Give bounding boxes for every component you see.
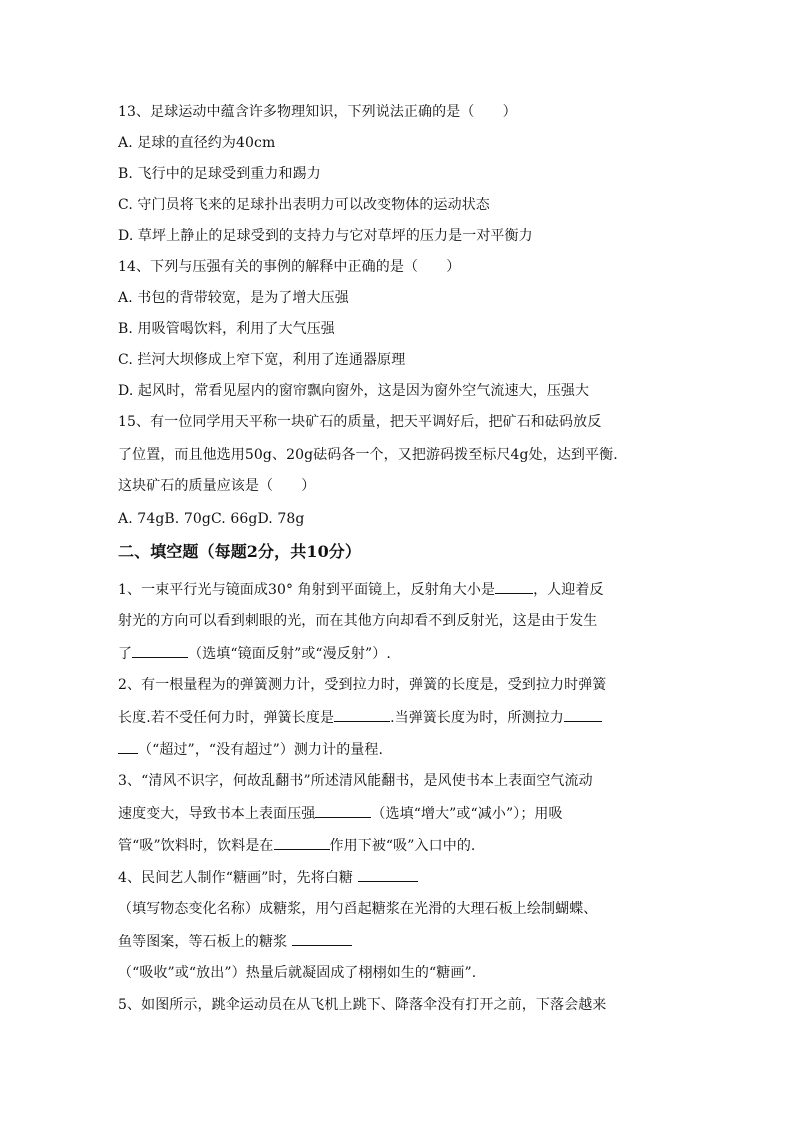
f1-text-3a: 了 <box>118 646 133 662</box>
f4-line-4: （“吸收”或“放出”）热量后就凝固成了栩栩如生的“糖画”. <box>118 965 477 981</box>
q13-option-c: C. 守门员将飞来的足球扑出表明力可以改变物体的运动状态 <box>118 197 490 213</box>
f1-text-3b: （选填“镜面反射”或“漫反射”）. <box>188 646 391 662</box>
f5-line-1: 5、如图所示，跳伞运动员在从飞机上跳下、降落伞没有打开之前，下落会越来 <box>118 997 607 1013</box>
f3-line-3 <box>118 835 680 856</box>
section-title: 二、填空题（每题2分，共10分） <box>118 542 361 561</box>
f1-line-1 <box>118 579 680 600</box>
q14-option-b: B. 用吸管喝饮料，利用了大气压强 <box>118 321 335 337</box>
q15-line-2: 了位置，而且他选用50g、20g砝码各一个，又把游码拨至标尺4g处，达到平衡. <box>118 447 618 463</box>
q15-line-3: 这块矿石的质量应该是（ ） <box>118 478 316 494</box>
f2-text-2a: 长度.若不受任何力时，弹簧长度是 <box>118 710 335 726</box>
f2-line-3 <box>118 739 680 760</box>
f1-line-2: 射光的方向可以看到刺眼的光，而在其他方向却看不到反射光，这是由于发生 <box>118 613 598 629</box>
f4-blank-1[interactable] <box>358 867 418 882</box>
q14-option-c: C. 拦河大坝修成上窄下宽，利用了连通器原理 <box>118 352 406 368</box>
f1-blank-1[interactable] <box>495 579 533 594</box>
f2-line-2 <box>118 707 680 728</box>
q13-option-d: D. 草坪上静止的足球受到的支持力与它对草坪的压力是一对平衡力 <box>118 228 533 244</box>
f1-text-1b: ，人迎着反 <box>533 582 604 598</box>
f2-blank-1[interactable] <box>334 707 390 722</box>
f2-text-3b: （“超过”，“没有超过”）测力计的量程. <box>138 742 384 758</box>
f3-text-2b: （选填“增大”或“减小”）；用吸 <box>371 806 563 822</box>
f3-blank-1[interactable] <box>315 803 371 818</box>
f3-line-1: 3、“清风不识字，何故乱翻书”所述清风能翻书，是风使书本上表面空气流动 <box>118 773 593 789</box>
q15-options: A. 74gB. 70gC. 66gD. 78g <box>118 511 305 527</box>
f2-blank-2a[interactable] <box>564 707 602 722</box>
f3-blank-2[interactable] <box>274 835 330 850</box>
f2-line-1: 2、有一根量程为的弹簧测力计，受到拉力时，弹簧的长度是，受到拉力时弹簧 <box>118 677 607 693</box>
q13-option-b: B. 飞行中的足球受到重力和踢力 <box>118 166 321 182</box>
f1-text-1a: 1、一束平行光与镜面成30° 角射到平面镜上，反射角大小是 <box>118 582 496 598</box>
f4-text-1a: 4、民间艺人制作“糖画”时，先将白糖 <box>118 870 358 886</box>
q13-option-a: A. 足球的直径约为40cm <box>118 135 276 151</box>
f2-blank-2b[interactable] <box>118 739 138 754</box>
f4-line-2: （填写物态变化名称）成糖浆，用勺舀起糖浆在光滑的大理石板上绘制蝴蝶、 <box>118 901 598 917</box>
f2-text-2b: .当弹簧长度为时，所测拉力 <box>390 710 564 726</box>
q14-option-a: A. 书包的背带较宽，是为了增大压强 <box>118 290 349 306</box>
q15-line-1: 15、有一位同学用天平称一块矿石的质量，把天平调好后，把矿石和砝码放反 <box>118 414 602 430</box>
q13-stem: 13、足球运动中蕴含许多物理知识，下列说法正确的是（ ） <box>118 104 517 120</box>
f3-text-3b: 作用下被“吸”入口中的. <box>329 838 476 854</box>
f4-text-3a: 鱼等图案，等石板上的糖浆 <box>118 934 292 950</box>
f4-blank-2[interactable] <box>292 931 352 946</box>
f3-text-3a: 管“吸”饮料时，饮料是在 <box>118 838 274 854</box>
f1-line-3 <box>118 643 680 664</box>
q14-stem: 14、下列与压强有关的事例的解释中正确的是（ ） <box>118 259 461 275</box>
f3-line-2 <box>118 803 680 824</box>
f4-line-3 <box>118 931 680 952</box>
f3-text-2a: 速度变大，导致书本上表面压强 <box>118 806 316 822</box>
f1-blank-2[interactable] <box>132 643 188 658</box>
f4-line-1 <box>118 867 680 888</box>
q14-option-d: D. 起风时，常看见屋内的窗帘飘向窗外，这是因为窗外空气流速大，压强大 <box>118 383 590 399</box>
